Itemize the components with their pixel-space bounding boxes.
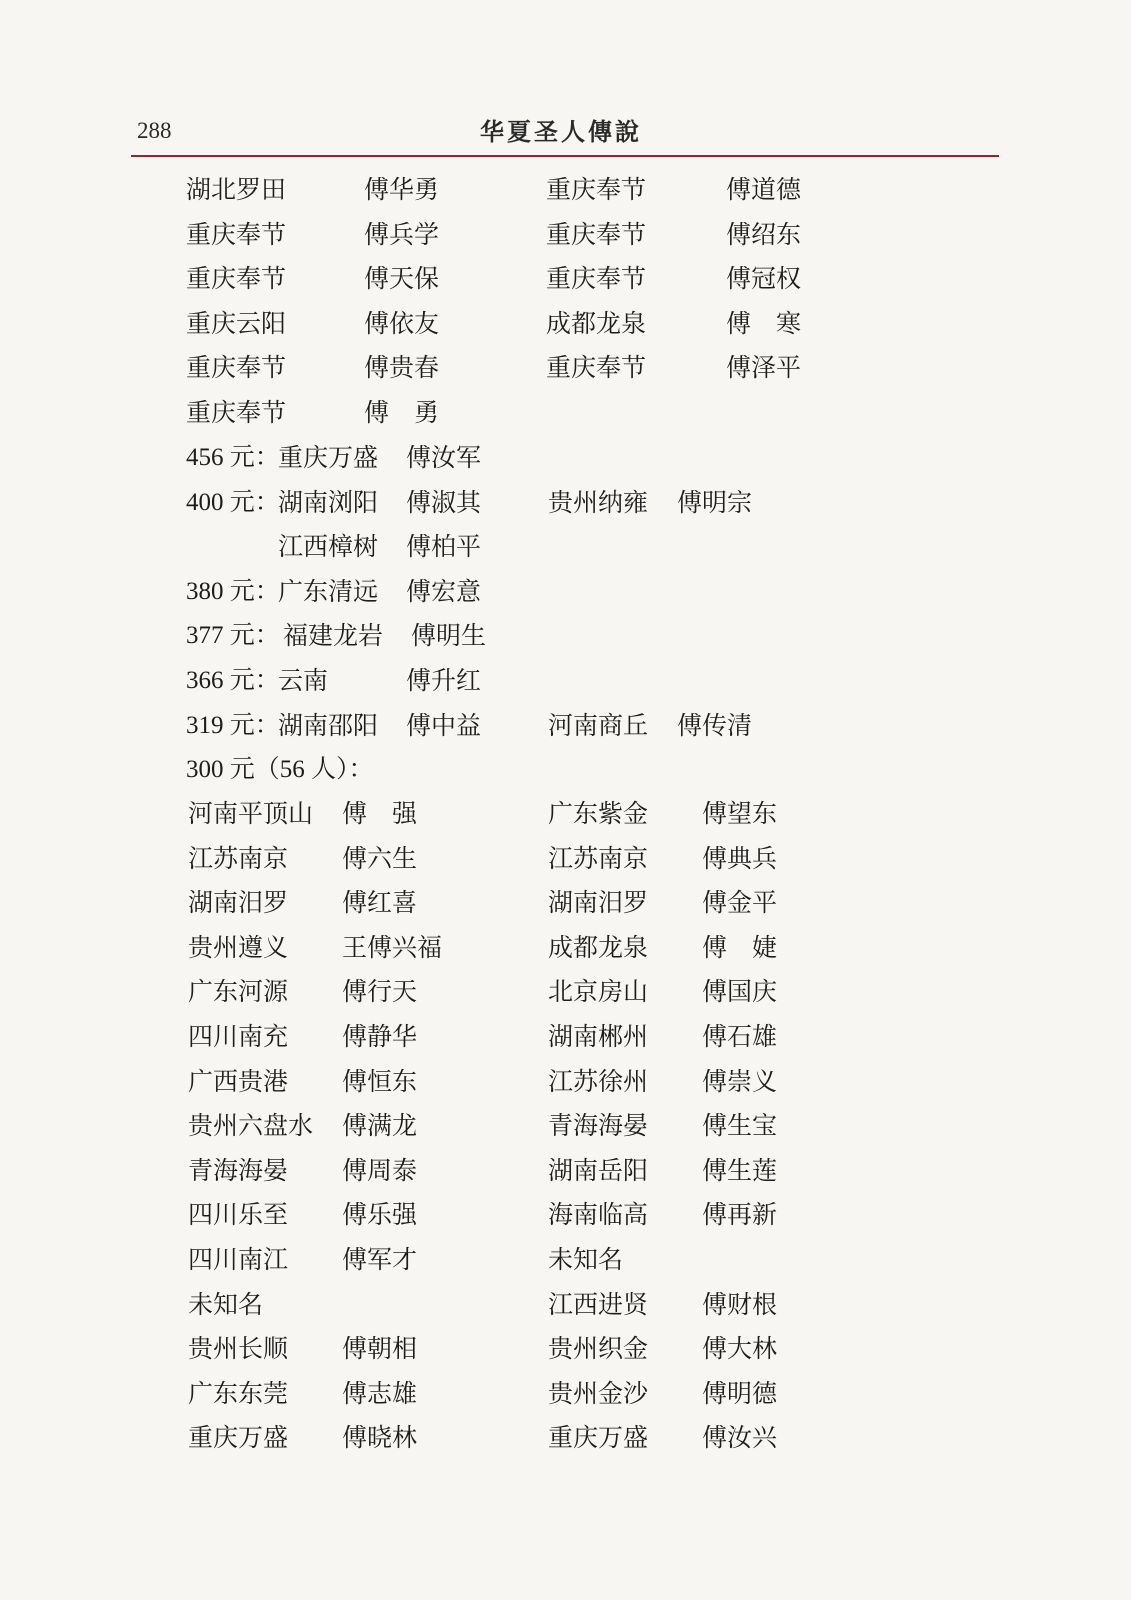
donation-amount: 319 元： (186, 711, 280, 739)
donor-name: 傅石雄 (702, 1022, 778, 1051)
donor-name: 傅金平 (702, 888, 778, 918)
donor-place: 湖南邵阳 (278, 710, 379, 740)
donor-place: 江西樟树 (278, 532, 379, 562)
donor-name: 傅汝军 (406, 443, 482, 472)
donor-name: 傅 勇 (364, 398, 440, 427)
donor-name: 傅宏意 (406, 576, 482, 606)
donor-place: 重庆奉节 (186, 353, 287, 383)
donor-name: 傅天保 (364, 264, 440, 294)
donor-name: 傅泽平 (726, 353, 802, 383)
donor-name: 傅望东 (702, 799, 778, 828)
donor-place: 贵州纳雍 (548, 487, 649, 517)
donor-name: 傅柏平 (406, 532, 482, 562)
donor-place: 河南平顶山 (188, 799, 314, 828)
donor-place: 广东河源 (188, 977, 289, 1007)
donor-name: 傅中益 (406, 710, 482, 740)
running-title: 华夏圣人傳說 (480, 117, 642, 146)
donor-place: 湖南郴州 (548, 1022, 649, 1051)
donor-place: 重庆万盛 (278, 443, 379, 472)
donor-name: 傅 婕 (702, 932, 778, 962)
donor-name: 傅绍东 (726, 219, 802, 249)
donor-name: 傅恒东 (342, 1066, 418, 1096)
donor-place: 成都龙泉 (548, 932, 649, 962)
donor-place: 湖南岳阳 (548, 1155, 649, 1185)
donor-name: 傅志雄 (342, 1378, 418, 1408)
donor-name: 傅冠权 (726, 264, 802, 294)
donor-name: 傅六生 (342, 843, 418, 873)
donor-name: 傅 强 (342, 799, 418, 828)
donor-place: 成都龙泉 (546, 308, 647, 338)
donor-name: 傅升红 (406, 666, 482, 695)
donor-place: 福建龙岩 (283, 621, 384, 651)
donor-place: 四川南充 (188, 1022, 289, 1051)
donor-name: 傅大林 (702, 1334, 778, 1364)
donor-name: 傅再新 (702, 1200, 778, 1230)
donor-place: 贵州遵义 (188, 932, 289, 962)
donor-place: 重庆云阳 (186, 308, 287, 338)
donor-name: 傅明宗 (677, 487, 753, 517)
donor-place: 湖南汨罗 (188, 888, 289, 918)
donor-name: 傅静华 (342, 1022, 418, 1051)
donor-place: 青海海晏 (188, 1155, 289, 1185)
donor-place: 河南商丘 (548, 710, 649, 740)
donor-place: 重庆万盛 (548, 1423, 649, 1453)
donation-amount: 400 元： (186, 488, 280, 516)
donor-name: 傅道德 (726, 175, 802, 204)
donor-place: 贵州六盘水 (188, 1111, 314, 1141)
donor-place: 贵州长顺 (188, 1334, 289, 1364)
donor-name: 傅贵春 (364, 353, 440, 383)
donor-place: 青海海晏 (548, 1111, 649, 1141)
donor-name: 傅行天 (342, 977, 418, 1007)
donor-place: 重庆奉节 (546, 353, 647, 383)
donor-name: 傅传清 (677, 710, 753, 740)
donor-place: 未知名 (188, 1289, 264, 1319)
donor-name: 傅晓林 (342, 1423, 418, 1453)
donor-place: 广东紫金 (548, 799, 649, 828)
donor-place: 湖北罗田 (186, 175, 287, 204)
donor-place: 广西贵港 (188, 1066, 289, 1096)
donor-name: 傅华勇 (364, 175, 440, 204)
donor-place: 江西进贤 (548, 1289, 649, 1319)
donor-place: 贵州织金 (548, 1334, 649, 1364)
donor-name: 傅军才 (342, 1245, 418, 1274)
donor-place: 江苏南京 (188, 843, 289, 873)
donor-name: 王傅兴福 (342, 932, 443, 962)
donor-name: 傅依友 (364, 308, 440, 338)
donation-amount: 366 元： (186, 667, 280, 694)
donor-place: 海南临高 (548, 1200, 649, 1230)
donor-name: 傅财根 (702, 1289, 778, 1319)
donor-name: 傅淑其 (406, 487, 482, 517)
donor-name: 傅生宝 (702, 1111, 778, 1141)
donor-place: 四川乐至 (188, 1200, 289, 1230)
donor-place: 重庆奉节 (546, 264, 647, 294)
donor-place: 未知名 (548, 1245, 624, 1274)
donor-place: 北京房山 (548, 977, 649, 1007)
donor-name: 傅汝兴 (702, 1423, 778, 1453)
donor-place: 重庆奉节 (546, 219, 647, 249)
donor-name: 傅红喜 (342, 888, 418, 918)
donor-place: 重庆奉节 (186, 264, 287, 294)
donor-name: 傅乐强 (342, 1200, 418, 1230)
donor-place: 贵州金沙 (548, 1378, 649, 1408)
donor-name: 傅典兵 (702, 843, 778, 873)
donor-place: 湖南汨罗 (548, 888, 649, 918)
donation-amount: 456 元： (186, 444, 280, 471)
donor-name: 傅兵学 (364, 219, 440, 249)
donor-name: 傅明生 (411, 621, 487, 651)
donation-amount: 380 元： (186, 577, 280, 605)
donor-place: 广东清远 (278, 576, 379, 606)
donor-name: 傅明德 (702, 1378, 778, 1408)
donor-place: 四川南江 (188, 1245, 289, 1274)
section-heading: 300 元（56 人）： (186, 756, 374, 783)
donation-amount: 377 元： (186, 622, 280, 650)
donor-name: 傅满龙 (342, 1111, 418, 1141)
donor-place: 云南 (278, 666, 329, 695)
donor-place: 江苏徐州 (548, 1066, 649, 1096)
donor-place: 重庆奉节 (546, 175, 647, 204)
donor-place: 江苏南京 (548, 843, 649, 873)
donor-place: 重庆奉节 (186, 398, 287, 427)
donor-name: 傅崇义 (702, 1066, 778, 1096)
donor-name: 傅朝相 (342, 1334, 418, 1364)
donor-place: 广东东莞 (188, 1378, 289, 1408)
donor-place: 重庆万盛 (188, 1423, 289, 1453)
donor-place: 重庆奉节 (186, 219, 287, 249)
donor-name: 傅国庆 (702, 977, 778, 1007)
donor-place: 湖南浏阳 (278, 487, 379, 517)
donor-name: 傅 寒 (726, 308, 802, 338)
donor-name: 傅周泰 (342, 1155, 418, 1185)
donor-name: 傅生莲 (702, 1155, 778, 1185)
page-number: 288 (137, 118, 172, 143)
